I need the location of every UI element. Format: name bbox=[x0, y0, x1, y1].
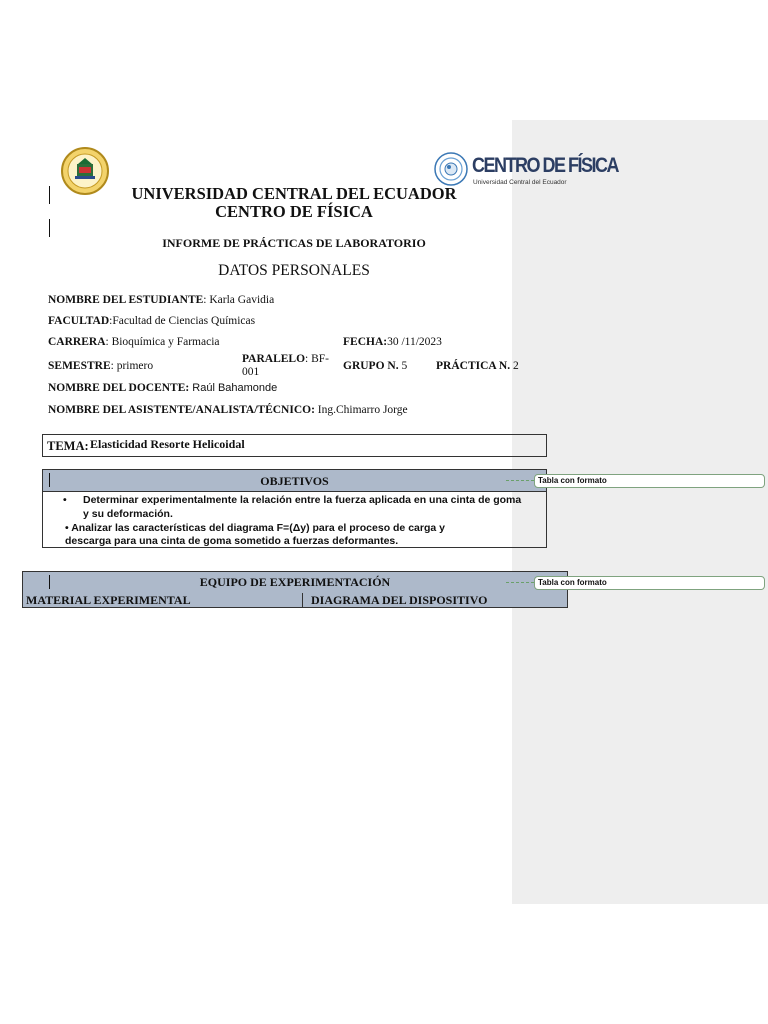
equipo-columns bbox=[23, 593, 567, 607]
student-label: NOMBRE DEL ESTUDIANTE bbox=[48, 294, 204, 306]
column-material: MATERIAL EXPERIMENTAL bbox=[26, 593, 191, 607]
semester-label: SEMESTRE bbox=[48, 360, 111, 372]
column-divider bbox=[302, 593, 303, 607]
objetivos-header bbox=[43, 470, 546, 492]
equipo-title: EQUIPO DE EXPERIMENTACIÓN bbox=[199, 575, 391, 589]
comment-pane bbox=[512, 120, 768, 904]
faculty-value: :Facultad de Ciencias Químicas bbox=[109, 315, 256, 327]
parallel-label: PARALELO bbox=[242, 353, 306, 365]
university-title: UNIVERSIDAD CENTRAL DEL ECUADOR bbox=[131, 184, 457, 203]
group-label: GRUPO N. bbox=[343, 360, 399, 372]
comment-balloon-2[interactable]: Tabla con formato bbox=[534, 576, 765, 590]
objective-2-line-1: • Analizar las características del diagrama F=(Δy) para el proceso de carga y bbox=[65, 522, 445, 534]
date-field bbox=[343, 336, 442, 348]
semester-field bbox=[48, 360, 153, 372]
objective-1-line-1: Determinar experimentalmente la relación entre la fuerza aplicada en una cinta de goma bbox=[83, 494, 522, 506]
practice-field bbox=[436, 360, 519, 372]
text-cursor bbox=[49, 219, 50, 237]
teacher-field bbox=[48, 382, 277, 394]
tema-label: TEMA: bbox=[47, 439, 89, 453]
logo-right-title: CENTRO DE FÍSICA bbox=[472, 153, 619, 177]
equipo-table bbox=[22, 571, 568, 608]
comment-balloon-1[interactable]: Tabla con formato bbox=[534, 474, 765, 488]
atom-icon bbox=[433, 151, 469, 187]
column-diagrama: DIAGRAMA DEL DISPOSITIVO bbox=[311, 593, 488, 607]
logo-right-subtitle: Universidad Central del Ecuador bbox=[473, 179, 567, 186]
objective-1-line-2: y su deformación. bbox=[83, 508, 173, 520]
student-field bbox=[48, 294, 274, 306]
objective-2-line-2: descarga para una cinta de goma sometido a fuerzas deformantes. bbox=[65, 535, 399, 547]
practice-value: 2 bbox=[510, 360, 519, 372]
teacher-value: Raúl Bahamonde bbox=[189, 382, 278, 394]
date-label: FECHA: bbox=[343, 336, 388, 348]
parallel-field bbox=[242, 353, 329, 379]
group-value: 5 bbox=[398, 360, 408, 372]
faculty-field bbox=[48, 315, 255, 327]
objetivos-title: OBJETIVOS bbox=[260, 474, 329, 488]
practice-label: PRÁCTICA N. bbox=[436, 360, 511, 372]
assistant-field bbox=[48, 404, 408, 416]
university-seal-logo bbox=[58, 146, 112, 196]
tema-box bbox=[42, 434, 547, 457]
equipo-header bbox=[23, 572, 567, 594]
date-value: 30 /11/2023 bbox=[387, 336, 442, 348]
parallel-value-2: 001 bbox=[242, 366, 260, 378]
student-value: : Karla Gavidia bbox=[203, 294, 275, 306]
bullet-dot: • bbox=[63, 494, 67, 506]
assistant-label: NOMBRE DEL ASISTENTE/ANALISTA/TÉCNICO: bbox=[48, 404, 315, 416]
tema-value: Elasticidad Resorte Helicoidal bbox=[90, 437, 245, 451]
parallel-value-1: : BF- bbox=[305, 353, 330, 365]
section-title: DATOS PERSONALES bbox=[218, 262, 370, 279]
text-cursor bbox=[49, 186, 50, 204]
career-value: : Bioquímica y Farmacia bbox=[105, 336, 220, 348]
career-label: CARRERA bbox=[48, 336, 106, 348]
faculty-label: FACULTAD bbox=[48, 315, 110, 327]
assistant-value: Ing.Chimarro Jorge bbox=[314, 404, 408, 416]
group-field bbox=[343, 360, 407, 372]
comment-leader bbox=[506, 480, 534, 481]
objetivos-table bbox=[42, 469, 547, 548]
semester-value: : primero bbox=[110, 360, 154, 372]
teacher-label: NOMBRE DEL DOCENTE: bbox=[48, 382, 190, 394]
career-field bbox=[48, 336, 220, 348]
report-title: INFORME DE PRÁCTICAS DE LABORATORIO bbox=[162, 236, 426, 250]
comment-leader bbox=[506, 582, 534, 583]
center-title: CENTRO DE FÍSICA bbox=[215, 202, 373, 221]
